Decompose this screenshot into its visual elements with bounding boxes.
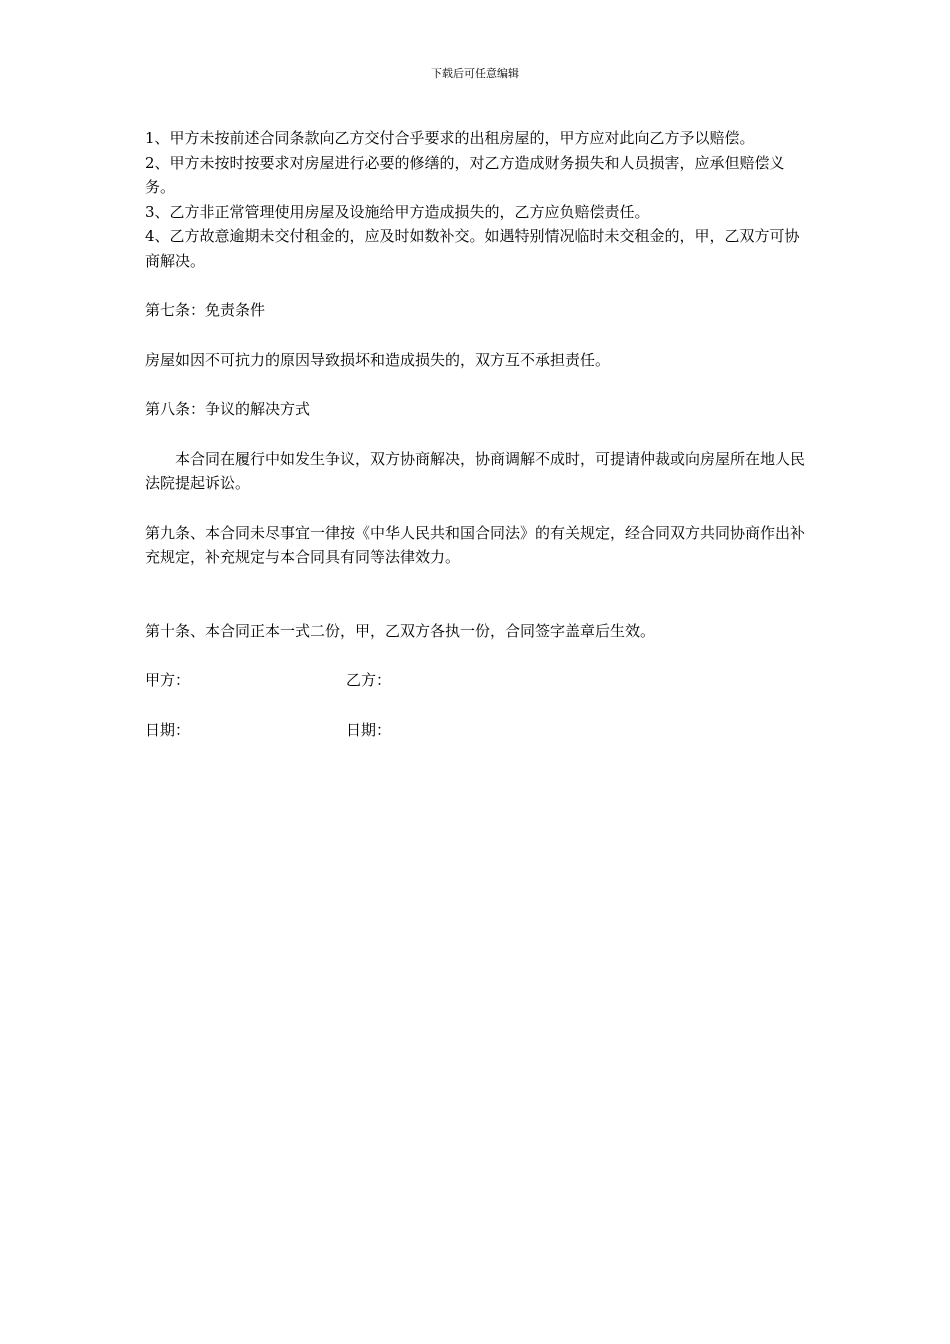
signature-party-row [145,668,810,693]
date-a-label: 日期： [145,720,191,739]
spacer [145,372,810,397]
article7-body: 房屋如因不可抗力的原因导致损坏和造成损失的，双方互不承担责任。 [145,350,611,369]
article10-body: 第十条、本合同正本一式二份，甲，乙双方各执一份，合同签字盖章后生效。 [145,621,656,640]
signature-date-row [145,718,810,743]
spacer [145,496,810,521]
party-a-label: 甲方： [145,671,191,689]
article8-body: 本合同在履行中如发生争议，双方协商解决，协商调解不成时，可提请仲裁或向房屋所在地人民法院提起诉讼。 [145,449,806,492]
article9-body: 第九条、本合同未尽事宜一律按《中华人民共和国合同法》的有关规定，经合同双方共同协商作出补充规定，补充规定与本合同具有同等法律效力。 [145,523,806,566]
page-header: 下载后可任意编辑 [431,67,519,80]
article7-title: 第七条：免责条件 [145,301,266,319]
party-b-label: 乙方： [346,671,392,689]
liability-item-4: 4、乙方故意逾期未交付租金的，应及时如数补交。如遇特别情况临时未交租金的，甲，乙双方可协商解决。 [145,227,800,270]
article8-title: 第八条：争议的解决方式 [145,400,311,418]
spacer [145,422,810,447]
spacer [145,693,810,718]
liability-item-2: 2、甲方未按时按要求对房屋进行必要的修缮的，对乙方造成财务损失和人员损害，应承但赔偿义务。 [145,153,785,196]
spacer [145,273,810,298]
date-b-label: 日期： [346,720,392,739]
spacer [145,323,810,348]
liability-item-3: 3、乙方非正常管理使用房屋及设施给甲方造成损失的，乙方应负赔偿责任。 [145,202,650,221]
spacer [145,570,810,619]
document-body [145,126,810,742]
liability-item-1: 1、甲方未按前述合同条款向乙方交付合乎要求的出租房屋的，甲方应对此向乙方予以赔偿。 [145,129,755,147]
spacer [145,643,810,668]
